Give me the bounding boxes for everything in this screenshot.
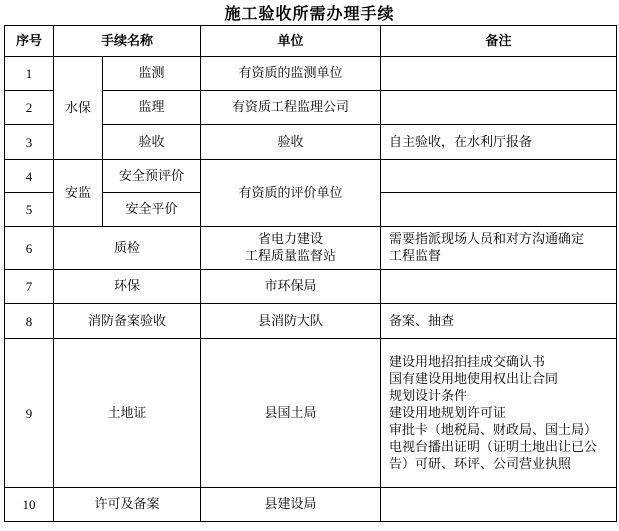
table-row [5,160,617,193]
unit-cell: 验收 [201,125,381,160]
header-procedure: 手续名称 [54,26,201,57]
unit-cell: 有资质的评价单位 [201,160,381,227]
procedures-table [4,25,617,522]
remark-cell [381,193,617,227]
remark-cell [381,488,617,522]
remark-cell [381,57,617,91]
unit-cell: 有资质工程监理公司 [201,91,381,125]
table-row [5,304,617,339]
unit-cell [201,227,381,270]
row-seq: 8 [5,304,54,339]
row-seq: 6 [5,227,54,270]
remark-line: 审批卡（地税局、财政局、国土局） [389,422,598,438]
remark-line: 建设用地规划许可证 [389,405,507,421]
unit-line: 省电力建设 [258,232,324,247]
remark-line: 国有建设用地使用权出让合同 [389,371,559,387]
unit-cell: 市环保局 [201,270,381,304]
procedure-name: 安全平价 [103,193,201,227]
procedure-name: 监测 [103,57,201,91]
row-seq: 9 [5,339,54,488]
table-row [5,57,617,91]
unit-cell: 县国土局 [201,339,381,488]
table-header-row [5,26,617,57]
remark-line: 规划设计条件 [389,388,468,404]
remark-line: 需要指派现场人员和对方沟通确定 [389,232,585,247]
header-unit: 单位 [201,26,381,57]
remark-line: 电视台播出证明（证明土地出让已公 [389,439,598,455]
remark-cell [381,339,617,488]
header-remark: 备注 [381,26,617,57]
remark-cell [381,227,617,270]
procedure-name: 验收 [103,125,201,160]
table-row [5,488,617,522]
procedure-name: 环保 [54,270,201,304]
remark-line: 建设用地招拍挂成交确认书 [389,354,546,370]
procedure-name: 监理 [103,91,201,125]
remark-line: 工程监督 [389,249,442,264]
row-seq: 7 [5,270,54,304]
unit-cell: 有资质的监测单位 [201,57,381,91]
row-seq: 2 [5,91,54,125]
unit-cell: 县消防大队 [201,304,381,339]
procedure-name: 质检 [54,227,201,270]
procedure-name: 土地证 [54,339,201,488]
row-seq: 10 [5,488,54,522]
remark-cell: 备案、抽查 [381,304,617,339]
unit-cell: 县建设局 [201,488,381,522]
row-seq: 3 [5,125,54,160]
table-row [5,339,617,488]
table-row [5,227,617,270]
page-title: 施工验收所需办理手续 [224,4,395,23]
group-label-safety: 安监 [54,160,103,227]
remark-cell [381,160,617,193]
remark-line: 告）可研、环评、公司营业执照 [389,456,572,472]
row-seq: 5 [5,193,54,227]
table-row [5,270,617,304]
procedure-name: 消防备案验收 [54,304,201,339]
unit-line: 工程质量监督站 [245,249,337,264]
remark-cell: 自主验收，在水利厅报备 [381,125,617,160]
group-label-water: 水保 [54,57,103,160]
remark-cell [381,91,617,125]
procedure-name: 许可及备案 [54,488,201,522]
header-seq: 序号 [5,26,54,57]
remark-cell [381,270,617,304]
row-seq: 4 [5,160,54,193]
row-seq: 1 [5,57,54,91]
procedure-name: 安全预评价 [103,160,201,193]
